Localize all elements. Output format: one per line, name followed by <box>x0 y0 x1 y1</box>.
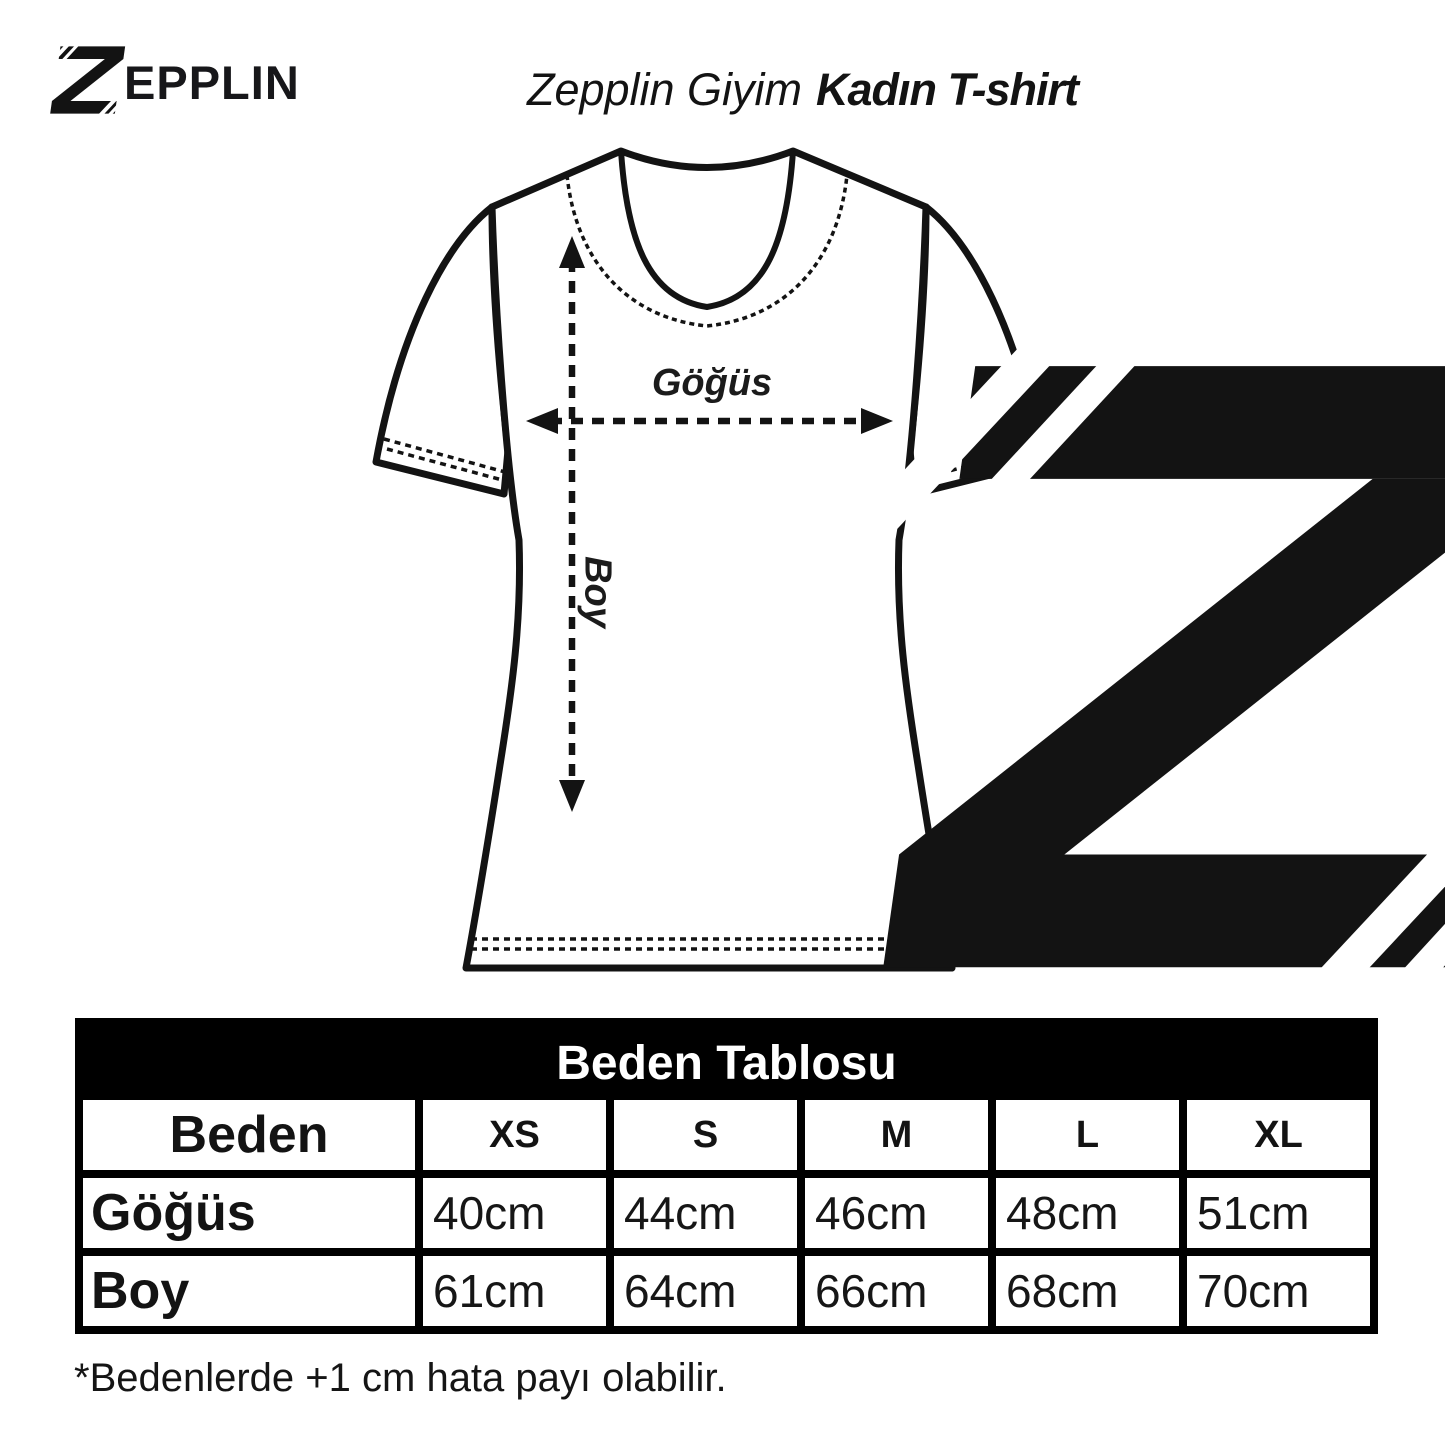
col-header-xl: XL <box>1187 1100 1370 1170</box>
size-tolerance-footnote: *Bedenlerde +1 cm hata payı olabilir. <box>74 1356 727 1400</box>
size-table-title: Beden Tablosu <box>83 1026 1370 1100</box>
length-l: 68cm <box>996 1256 1179 1326</box>
brand-logo-text: EPPLIN <box>124 55 300 109</box>
col-header-s: S <box>614 1100 797 1170</box>
length-m: 66cm <box>805 1256 988 1326</box>
left-sleeve <box>376 207 508 494</box>
chest-measure-label: Göğüs <box>651 362 773 404</box>
length-xs: 61cm <box>423 1256 606 1326</box>
chest-s: 44cm <box>614 1178 797 1248</box>
length-measure-label: Boy <box>576 556 619 628</box>
size-table-grid <box>83 1100 1370 1326</box>
length-xl: 70cm <box>1187 1256 1370 1326</box>
page-title-brand: Zepplin Giyim <box>526 64 803 115</box>
length-s: 64cm <box>614 1256 797 1326</box>
chest-m: 46cm <box>805 1178 988 1248</box>
chest-l: 48cm <box>996 1178 1179 1248</box>
size-table <box>75 1018 1378 1334</box>
col-header-m: M <box>805 1100 988 1170</box>
page-title-product: Kadın T-shirt <box>816 64 1079 115</box>
col-header-l: L <box>996 1100 1179 1170</box>
chest-xs: 40cm <box>423 1178 606 1248</box>
col-header-xs: XS <box>423 1100 606 1170</box>
chest-xl: 51cm <box>1187 1178 1370 1248</box>
col-header-beden: Beden <box>83 1100 415 1170</box>
row-label-length: Boy <box>83 1256 415 1326</box>
row-label-chest: Göğüs <box>83 1178 415 1248</box>
torso-outline <box>466 151 952 968</box>
